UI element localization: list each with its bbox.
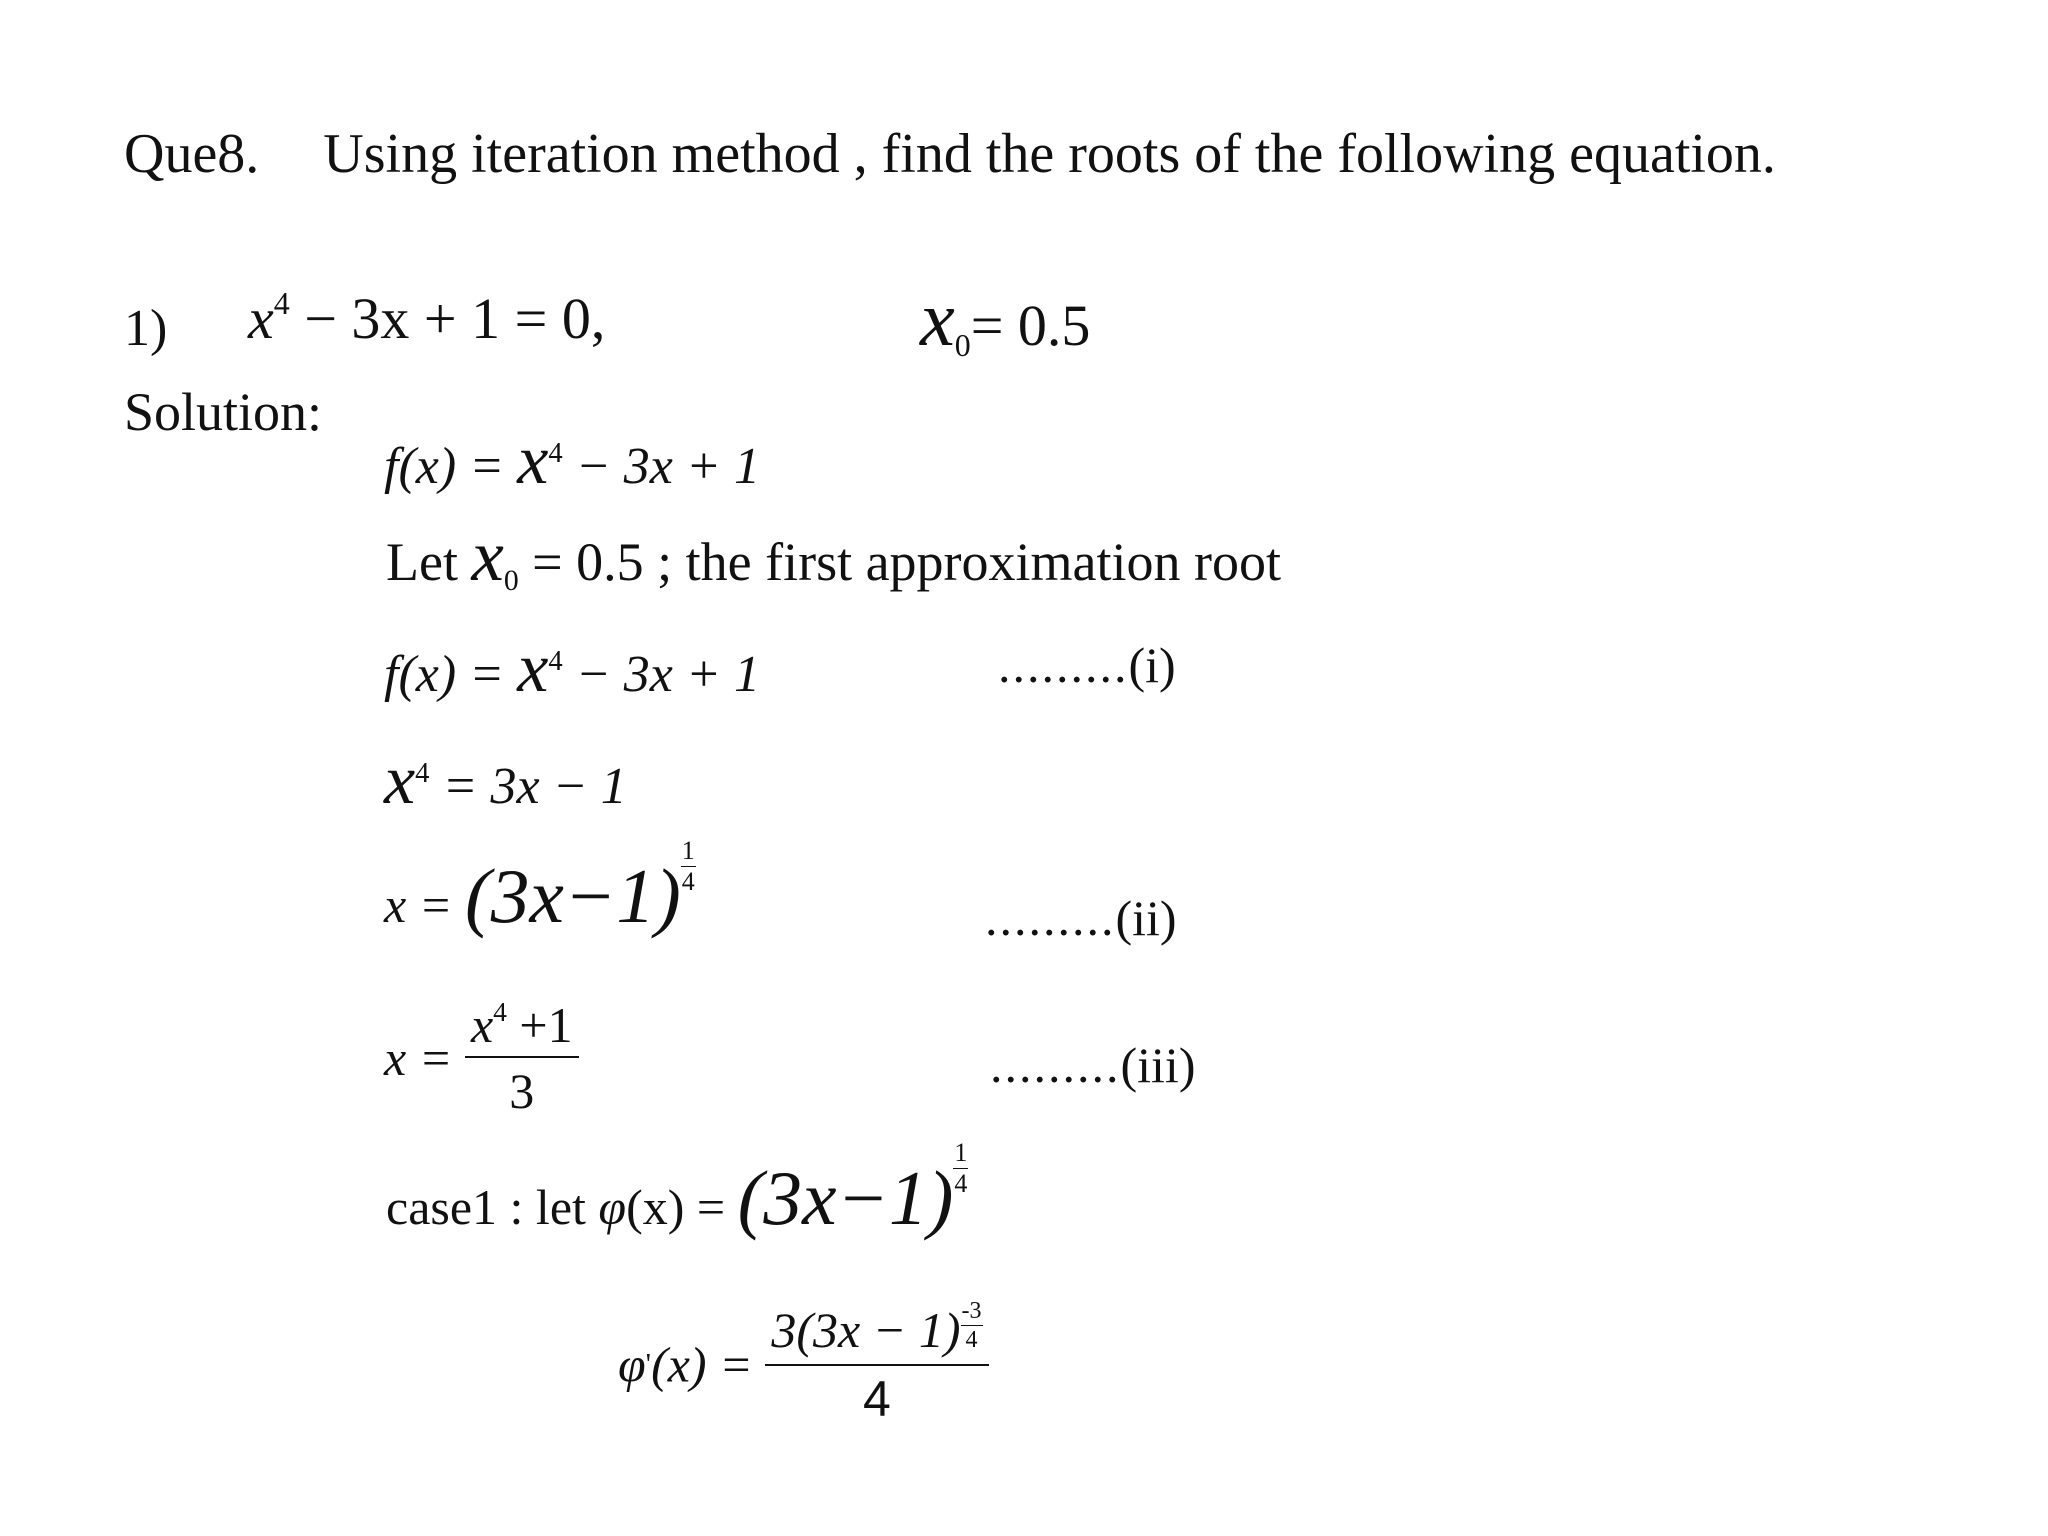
equation-iii-tag: .........(iii) [990,1037,1196,1093]
solution-label: Solution: [124,382,323,442]
exponent-fraction: $\frac{1}{4}$ [681,836,695,896]
initial-value: x0= 0.5 [920,275,1091,364]
derivative-line: φ'(x) = 3(3x − 1) $\frac{-3}{4}$ 4 [618,1305,989,1424]
question-heading [124,123,1776,185]
equation-i: $f(x) = x^4 - 3x + 1$ [384,629,760,707]
case1-line: case1 : let φ(x) = (3x−1) $\frac{1}{4}$ [386,1138,968,1241]
fraction: $\frac{x^4 +1}{3}$ [465,1000,579,1116]
equation-ii: x = (3x−1) $\frac{1}{4}$ [384,836,695,939]
question-label: Que8. [124,123,260,185]
question-text: Using iteration method , find the roots of the following equation. [323,123,1776,185]
problem-equation: $x^4 - 3x + 1 = 0$, [248,286,606,351]
rearranged-equation: $x^4 = 3x - 1$ [384,741,627,819]
equation-ii-tag: .........(ii) [985,890,1177,946]
first-approximation-line: Let x0 = 0.5 ; the first approximation root [386,515,1281,598]
exponent-fraction: $\frac{1}{4}$ [954,1138,968,1198]
equation-iii: x = $\frac{x^4 +1}{3}$ [384,1000,579,1116]
function-definition: $f(x) = x^4 - 3x + 1$ [384,421,760,499]
derivative-fraction: 3(3x − 1) $\frac{-3}{4}$ 4 [765,1305,988,1424]
equation-i-tag: .........(i) [998,637,1176,693]
problem-number: 1) [124,300,168,357]
